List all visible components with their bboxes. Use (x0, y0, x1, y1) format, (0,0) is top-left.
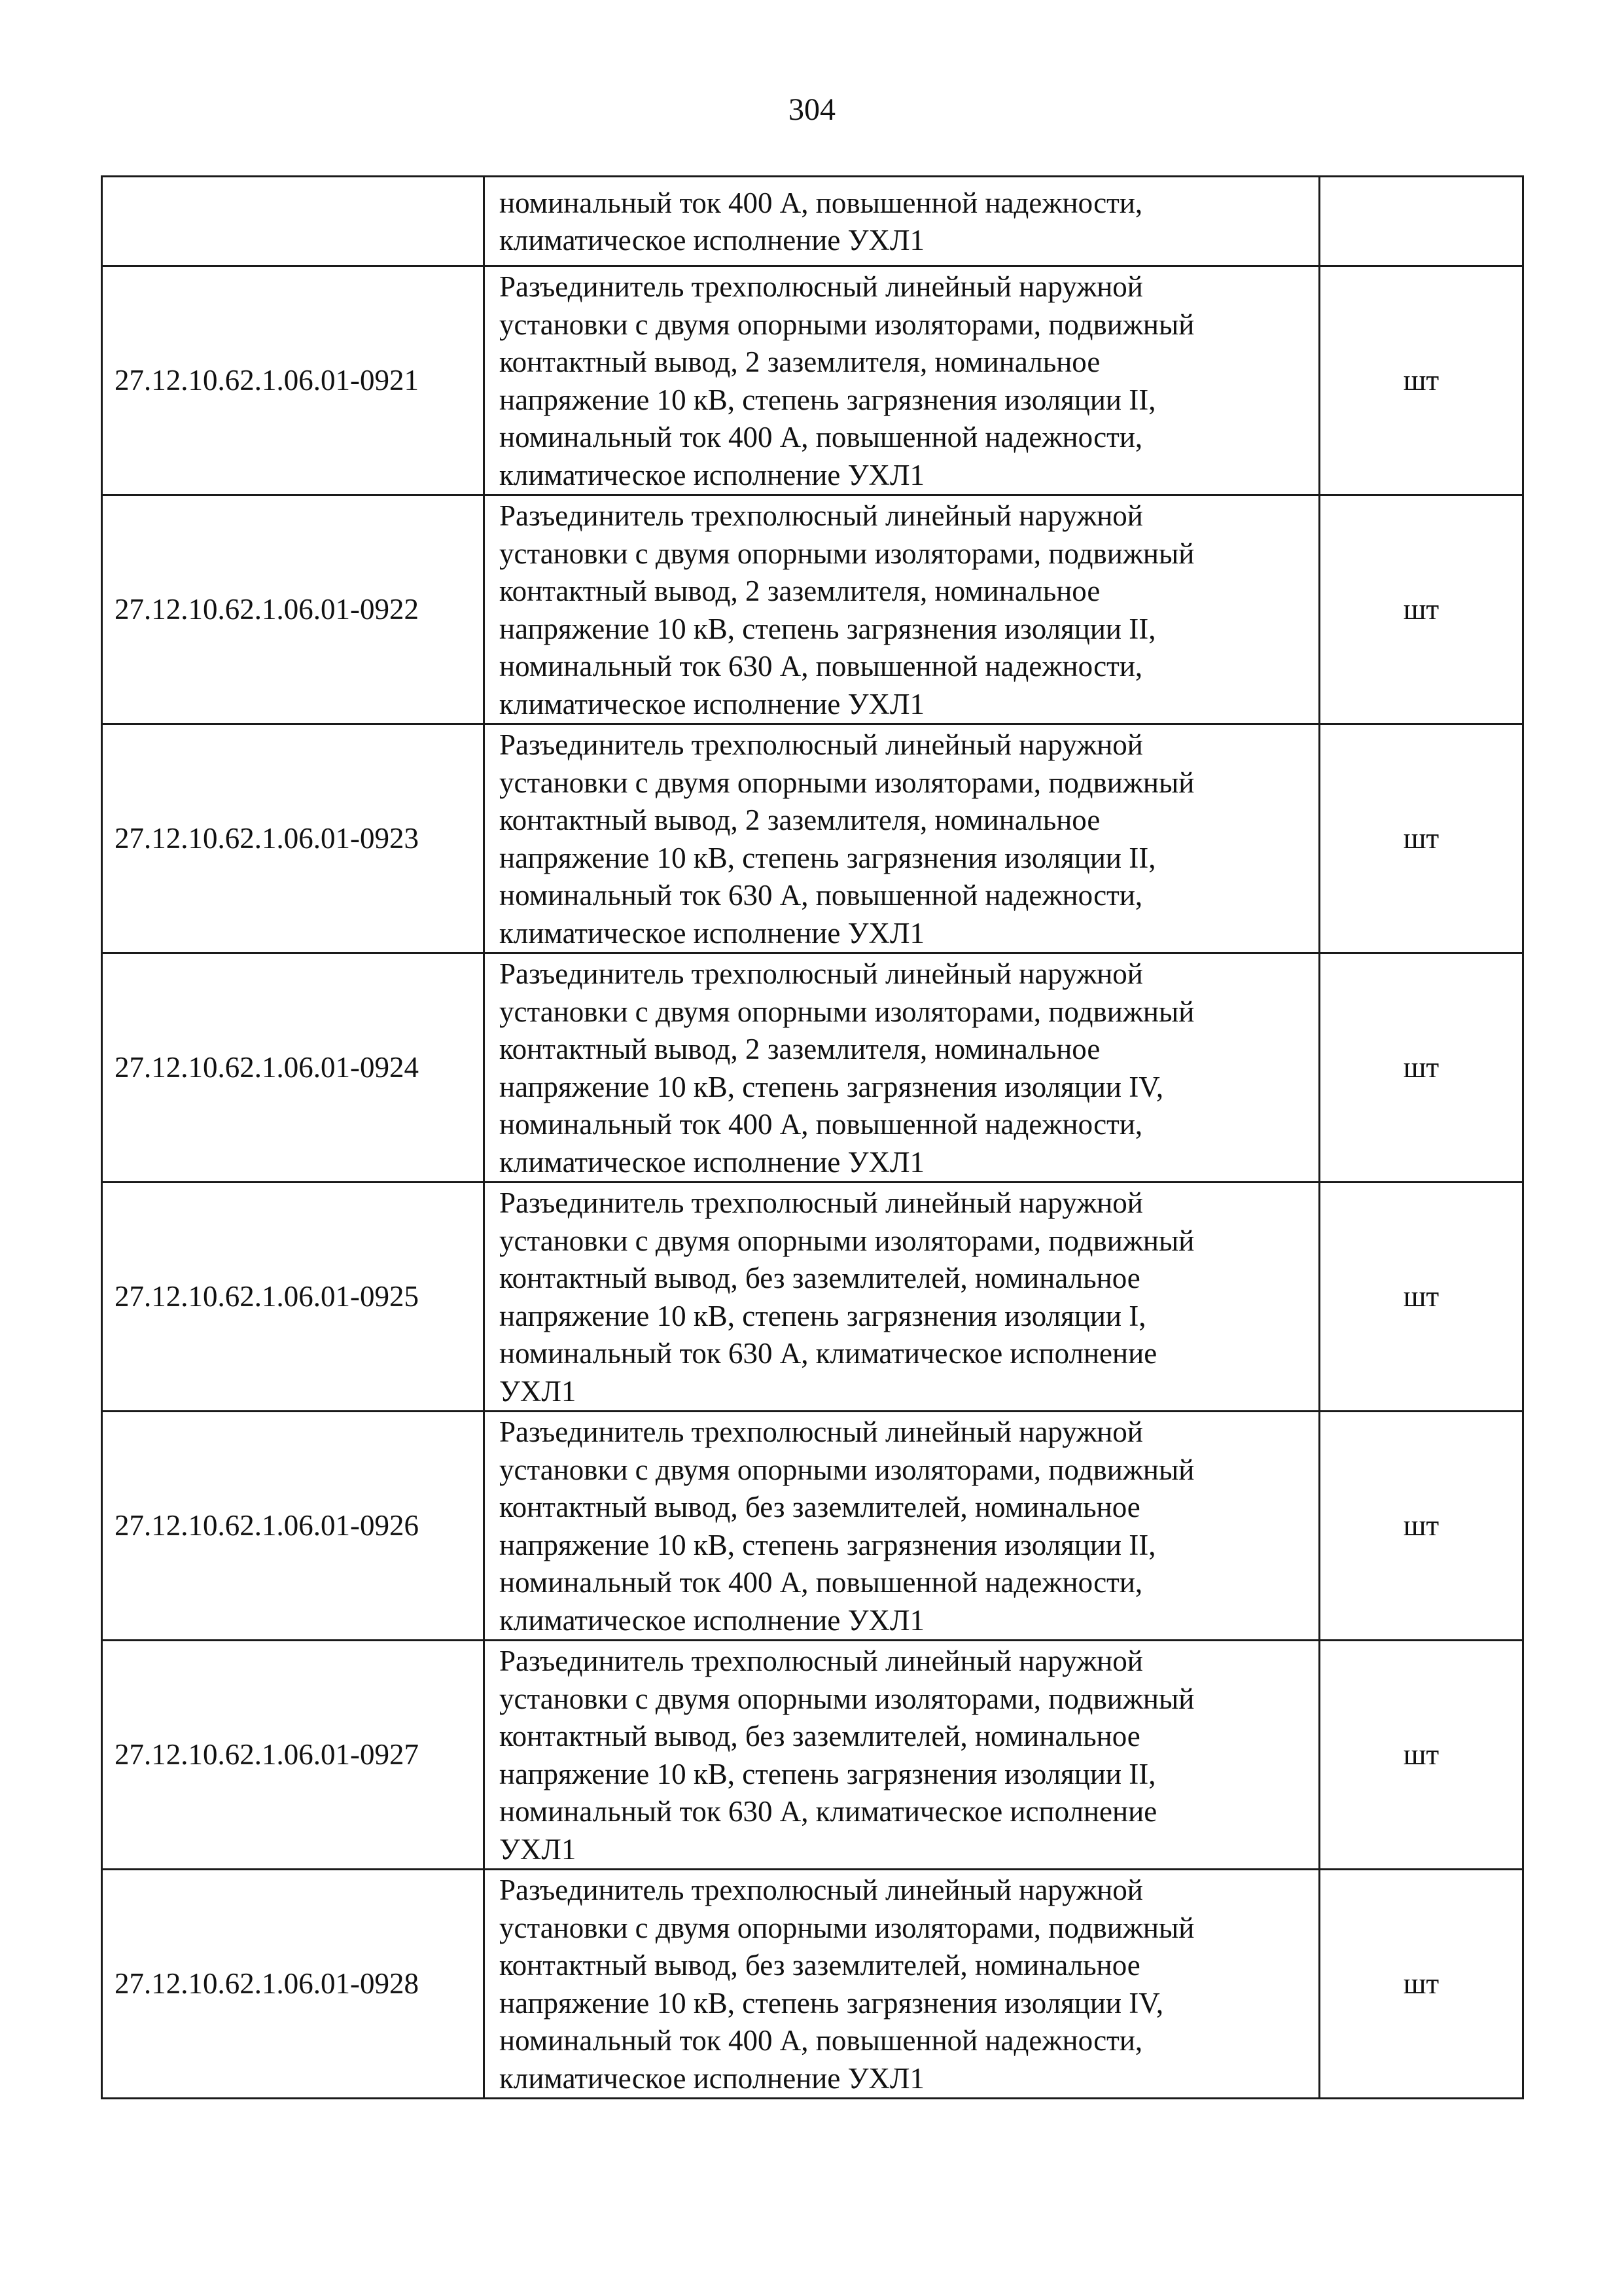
page-number: 304 (788, 92, 836, 127)
description-cell: Разъединитель трехполюсный линейный наружной установки с двумя опорными изоляторами, подвижный контактный вывод, без заземлителей, номинальное напряжение 10 кВ, степень загрязнения изоляции II, номинальный ток 630 А, климатическое исполнение УХЛ1 (484, 1641, 1320, 1870)
code-cell: 27.12.10.62.1.06.01-0923 (102, 724, 484, 953)
unit-cell: шт (1320, 1641, 1523, 1870)
unit-cell: шт (1320, 953, 1523, 1183)
description-cell: Разъединитель трехполюсный линейный наружной установки с двумя опорными изоляторами, подвижный контактный вывод, без заземлителей, номинальное напряжение 10 кВ, степень загрязнения изоляции I, номинальный ток 630 А, климатическое исполнение УХЛ1 (484, 1183, 1320, 1412)
description-cell: Разъединитель трехполюсный линейный наружной установки с двумя опорными изоляторами, подвижный контактный вывод, 2 заземлителя, номинальное напряжение 10 кВ, степень загрязнения изоляции IV, номинальный ток 400 А, повышенной надежности, климатическое исполнение УХЛ1 (484, 953, 1320, 1183)
code-cell: 27.12.10.62.1.06.01-0928 (102, 1870, 484, 2099)
code-cell: 27.12.10.62.1.06.01-0921 (102, 266, 484, 495)
description-cell: Разъединитель трехполюсный линейный наружной установки с двумя опорными изоляторами, подвижный контактный вывод, без заземлителей, номинальное напряжение 10 кВ, степень загрязнения изоляции II, номинальный ток 400 А, повышенной надежности, климатическое исполнение УХЛ1 (484, 1412, 1320, 1641)
unit-cell (1320, 177, 1523, 266)
unit-cell: шт (1320, 1183, 1523, 1412)
description-cell: Разъединитель трехполюсный линейный наружной установки с двумя опорными изоляторами, подвижный контактный вывод, без заземлителей, номинальное напряжение 10 кВ, степень загрязнения изоляции IV, номинальный ток 400 А, повышенной надежности, климатическое исполнение УХЛ1 (484, 1870, 1320, 2099)
table-row (102, 266, 1523, 495)
table-row (102, 724, 1523, 953)
description-cell: Разъединитель трехполюсный линейный наружной установки с двумя опорными изоляторами, подвижный контактный вывод, 2 заземлителя, номинальное напряжение 10 кВ, степень загрязнения изоляции II, номинальный ток 630 А, повышенной надежности, климатическое исполнение УХЛ1 (484, 724, 1320, 953)
code-cell: 27.12.10.62.1.06.01-0925 (102, 1183, 484, 1412)
table-row (102, 495, 1523, 724)
table-row (102, 1183, 1523, 1412)
unit-cell: шт (1320, 724, 1523, 953)
description-cell: номинальный ток 400 А, повышенной надежности, климатическое исполнение УХЛ1 (484, 177, 1320, 266)
description-cell: Разъединитель трехполюсный линейный наружной установки с двумя опорными изоляторами, подвижный контактный вывод, 2 заземлителя, номинальное напряжение 10 кВ, степень загрязнения изоляции II, номинальный ток 630 А, повышенной надежности, климатическое исполнение УХЛ1 (484, 495, 1320, 724)
code-cell: 27.12.10.62.1.06.01-0922 (102, 495, 484, 724)
code-cell (102, 177, 484, 266)
table-row (102, 953, 1523, 1183)
description-cell: Разъединитель трехполюсный линейный наружной установки с двумя опорными изоляторами, подвижный контактный вывод, 2 заземлителя, номинальное напряжение 10 кВ, степень загрязнения изоляции II, номинальный ток 400 А, повышенной надежности, климатическое исполнение УХЛ1 (484, 266, 1320, 495)
table-row (102, 1412, 1523, 1641)
unit-cell: шт (1320, 1870, 1523, 2099)
table-row (102, 1870, 1523, 2099)
unit-cell: шт (1320, 1412, 1523, 1641)
code-cell: 27.12.10.62.1.06.01-0924 (102, 953, 484, 1183)
table-row (102, 1641, 1523, 1870)
unit-cell: шт (1320, 266, 1523, 495)
code-cell: 27.12.10.62.1.06.01-0927 (102, 1641, 484, 1870)
code-cell: 27.12.10.62.1.06.01-0926 (102, 1412, 484, 1641)
unit-cell: шт (1320, 495, 1523, 724)
table-row-continuation (102, 177, 1523, 266)
resource-table (101, 175, 1524, 2099)
